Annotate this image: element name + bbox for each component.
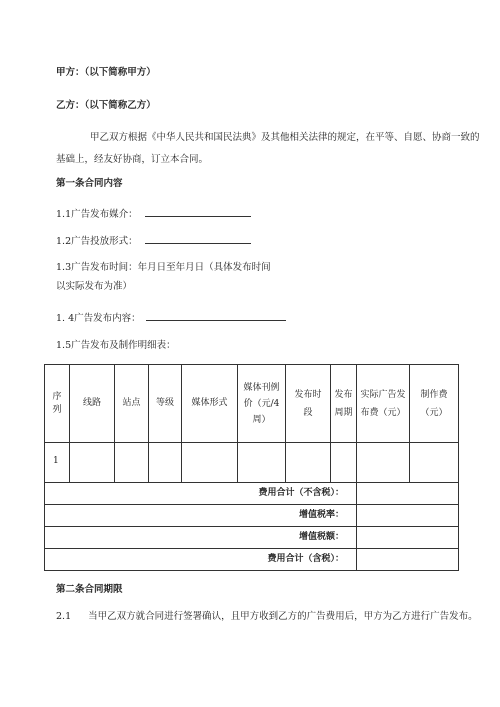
item-1-3-line-2: 以实际发布为准） xyxy=(56,281,133,292)
header-media-form: 媒体形式 xyxy=(182,365,238,443)
row-1-cell xyxy=(331,443,357,483)
row-1-cell xyxy=(357,443,410,483)
item-1-4 xyxy=(56,310,286,325)
party-b-line: 乙方：（以下简称乙方） xyxy=(56,100,156,111)
item-1-1-blank xyxy=(145,206,251,217)
header-actual-fee: 实际广告发布费（元） xyxy=(357,365,410,443)
header-publish-cycle: 发布周期 xyxy=(331,365,357,443)
summary-label-tax-amount: 增值税额： xyxy=(45,527,357,549)
summary-row-tax-amount xyxy=(45,527,459,549)
item-1-4-blank xyxy=(146,310,286,321)
summary-label-total: 费用合计（含税）： xyxy=(45,549,357,571)
item-1-2-blank xyxy=(145,233,251,244)
item-2-1-number: 2.1 xyxy=(56,611,72,622)
row-1-cell xyxy=(286,443,331,483)
item-1-1-label: 1.1广告发布媒介： xyxy=(56,209,138,220)
summary-label-subtotal: 费用合计（不含税）： xyxy=(45,483,357,505)
item-1-4-label: 1. 4广告发布内容： xyxy=(56,313,141,324)
summary-value-tax-amount xyxy=(357,527,459,549)
article-1-title: 第一条合同内容 xyxy=(56,178,123,189)
summary-value-subtotal xyxy=(357,483,459,505)
row-1-cell xyxy=(238,443,286,483)
party-a-line: 甲方：（以下简称甲方） xyxy=(56,67,156,78)
article-2-title: 第二条合同期限 xyxy=(56,584,123,595)
row-1-cell xyxy=(182,443,238,483)
summary-row-tax-rate xyxy=(45,505,459,527)
header-rate-card-price: 媒体刊例价（元/4周） xyxy=(238,365,286,443)
item-1-2-label: 1.2广告投放形式： xyxy=(56,236,138,247)
summary-label-tax-rate: 增值税率： xyxy=(45,505,357,527)
preamble-line-2: 基础上，经友好协商，订立本合同。 xyxy=(56,154,209,165)
header-publish-slot: 发布时段 xyxy=(286,365,331,443)
row-1-cell xyxy=(115,443,149,483)
summary-value-tax-rate xyxy=(357,505,459,527)
header-grade: 等级 xyxy=(149,365,182,443)
table-header-row xyxy=(45,365,459,443)
header-station: 站点 xyxy=(115,365,149,443)
header-index: 序列 xyxy=(45,365,70,443)
item-1-5: 1.5广告发布及制作明细表： xyxy=(56,340,176,351)
summary-row-subtotal xyxy=(45,483,459,505)
row-1-index: 1 xyxy=(45,443,70,483)
row-1-cell xyxy=(70,443,115,483)
preamble-line-1: 甲乙双方根据《中华人民共和国民法典》及其他相关法律的规定，在平等、自愿、协商一致的 xyxy=(90,132,480,143)
fee-table xyxy=(44,364,459,571)
item-1-1 xyxy=(56,206,251,221)
header-production-fee: 制作费（元） xyxy=(410,365,459,443)
item-2-1-text: 当甲乙双方就合同进行签署确认，且甲方收到乙方的广告费用后，甲方为乙方进行广告发布。 xyxy=(88,611,478,622)
item-1-2 xyxy=(56,233,251,248)
header-route: 线路 xyxy=(70,365,115,443)
summary-row-total xyxy=(45,549,459,571)
summary-value-total xyxy=(357,549,459,571)
row-1-cell xyxy=(410,443,459,483)
item-2-1 xyxy=(56,610,478,623)
table-row xyxy=(45,443,459,483)
row-1-cell xyxy=(149,443,182,483)
item-1-3-line-1: 1.3广告发布时间：年月日至年月日（具体发布时间 xyxy=(56,262,271,273)
